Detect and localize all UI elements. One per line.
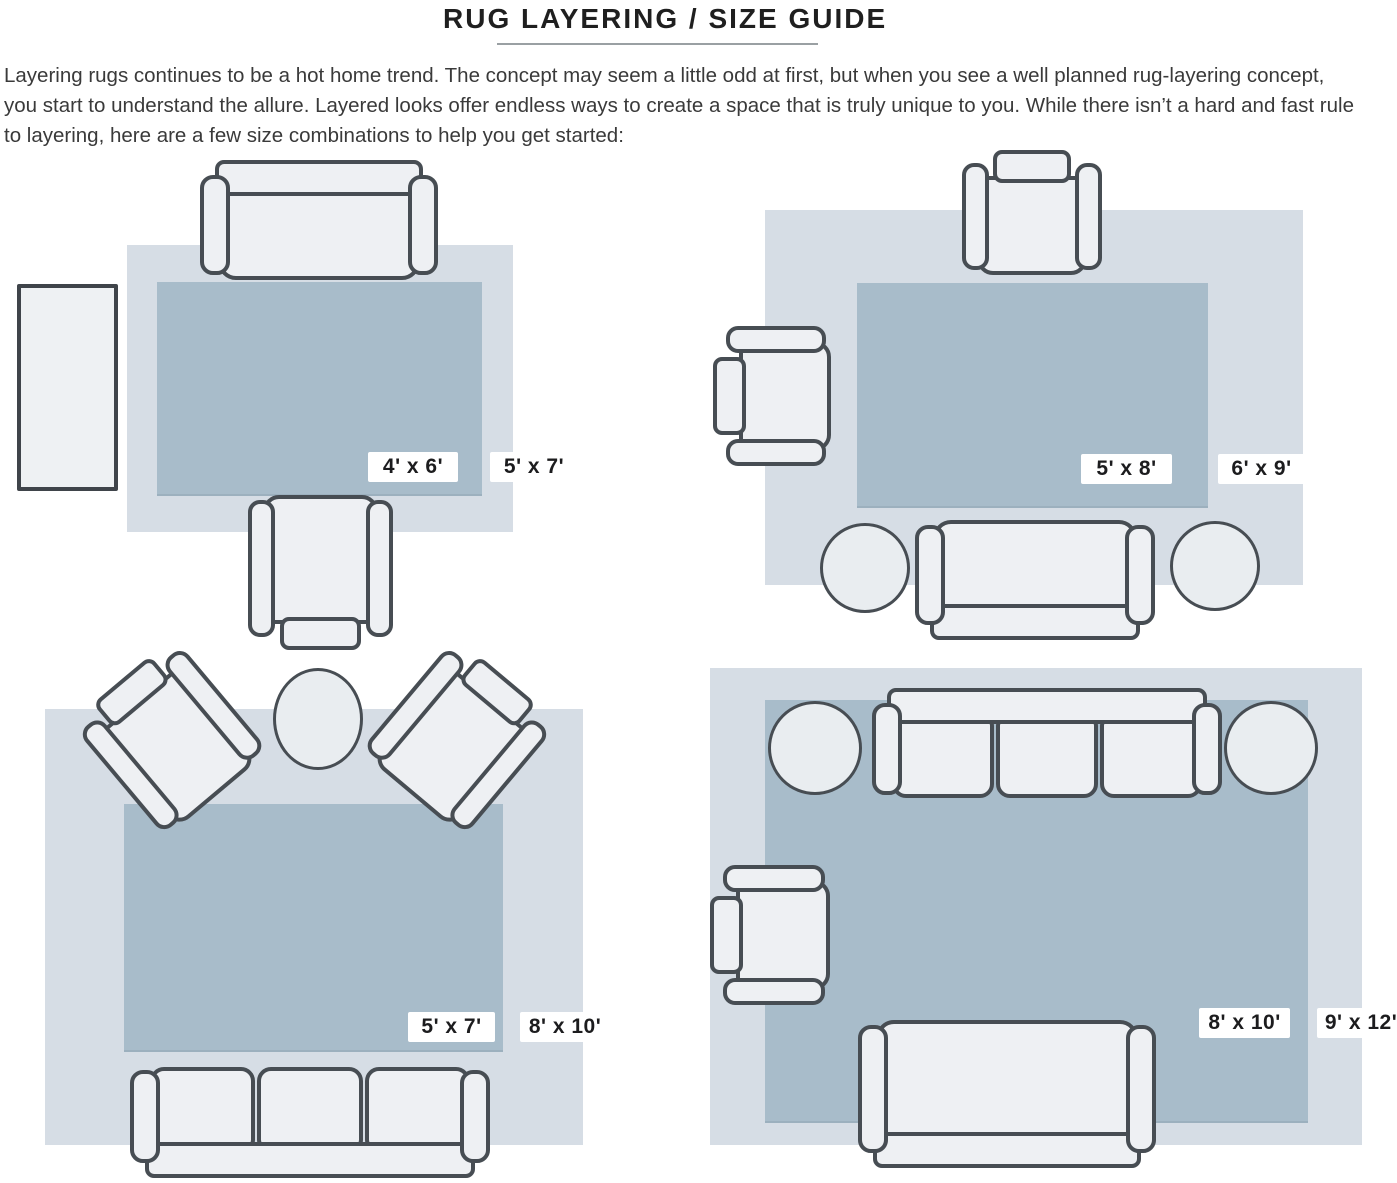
sofa-left-arm [872, 703, 902, 795]
loveseat-right-arm [858, 1025, 888, 1153]
loveseat-icon [858, 1018, 1156, 1168]
outer-rug-size-label: 5' x 7' [490, 452, 578, 482]
inner-rug-size-label: 8' x 10' [1199, 1008, 1290, 1038]
intro-line-3: to layering, here are a few size combinations to help you get started: [4, 124, 624, 147]
sofa-back-cushion [887, 688, 1207, 724]
loveseat-seat [876, 1020, 1138, 1140]
loveseat-left-arm [1126, 1025, 1156, 1153]
sofa-cushion [996, 716, 1098, 798]
round-side-table-icon [1224, 701, 1318, 795]
armchair-right-arm [723, 865, 825, 892]
sofa-seat-cushions [892, 716, 1202, 798]
armchair-back-cushion [710, 896, 743, 974]
intro-line-1: Layering rugs continues to be a hot home trend. The concept may seem a little odd at first, but when you see a well planned rug-layering concept, [4, 64, 1325, 87]
sofa-right-arm [1192, 703, 1222, 795]
loveseat-back-cushion [873, 1132, 1141, 1168]
round-side-table-icon [768, 701, 862, 795]
outer-rug-size-label: 6' x 9' [1218, 454, 1305, 484]
intro-line-2: you start to understand the allure. Layered looks offer endless ways to create a space that is truly unique to you. While there isn’t a hard and fast rule [4, 94, 1354, 117]
outer-rug-size-label: 8' x 10' [520, 1012, 610, 1042]
inner-rug-size-label: 4' x 6' [368, 452, 458, 482]
armchair-left-arm [723, 978, 825, 1005]
inner-rug-size-label: 5' x 7' [408, 1012, 495, 1042]
armchair-seat [736, 880, 830, 990]
armchair-icon [710, 865, 830, 1005]
three-seat-sofa-icon [872, 688, 1222, 802]
sofa-cushion [892, 716, 994, 798]
outer-rug-size-label: 9' x 12' [1317, 1008, 1397, 1038]
page-title: RUG LAYERING / SIZE GUIDE [443, 3, 888, 34]
sofa-cushion [1100, 716, 1202, 798]
inner-rug-size-label: 5' x 8' [1081, 454, 1172, 484]
